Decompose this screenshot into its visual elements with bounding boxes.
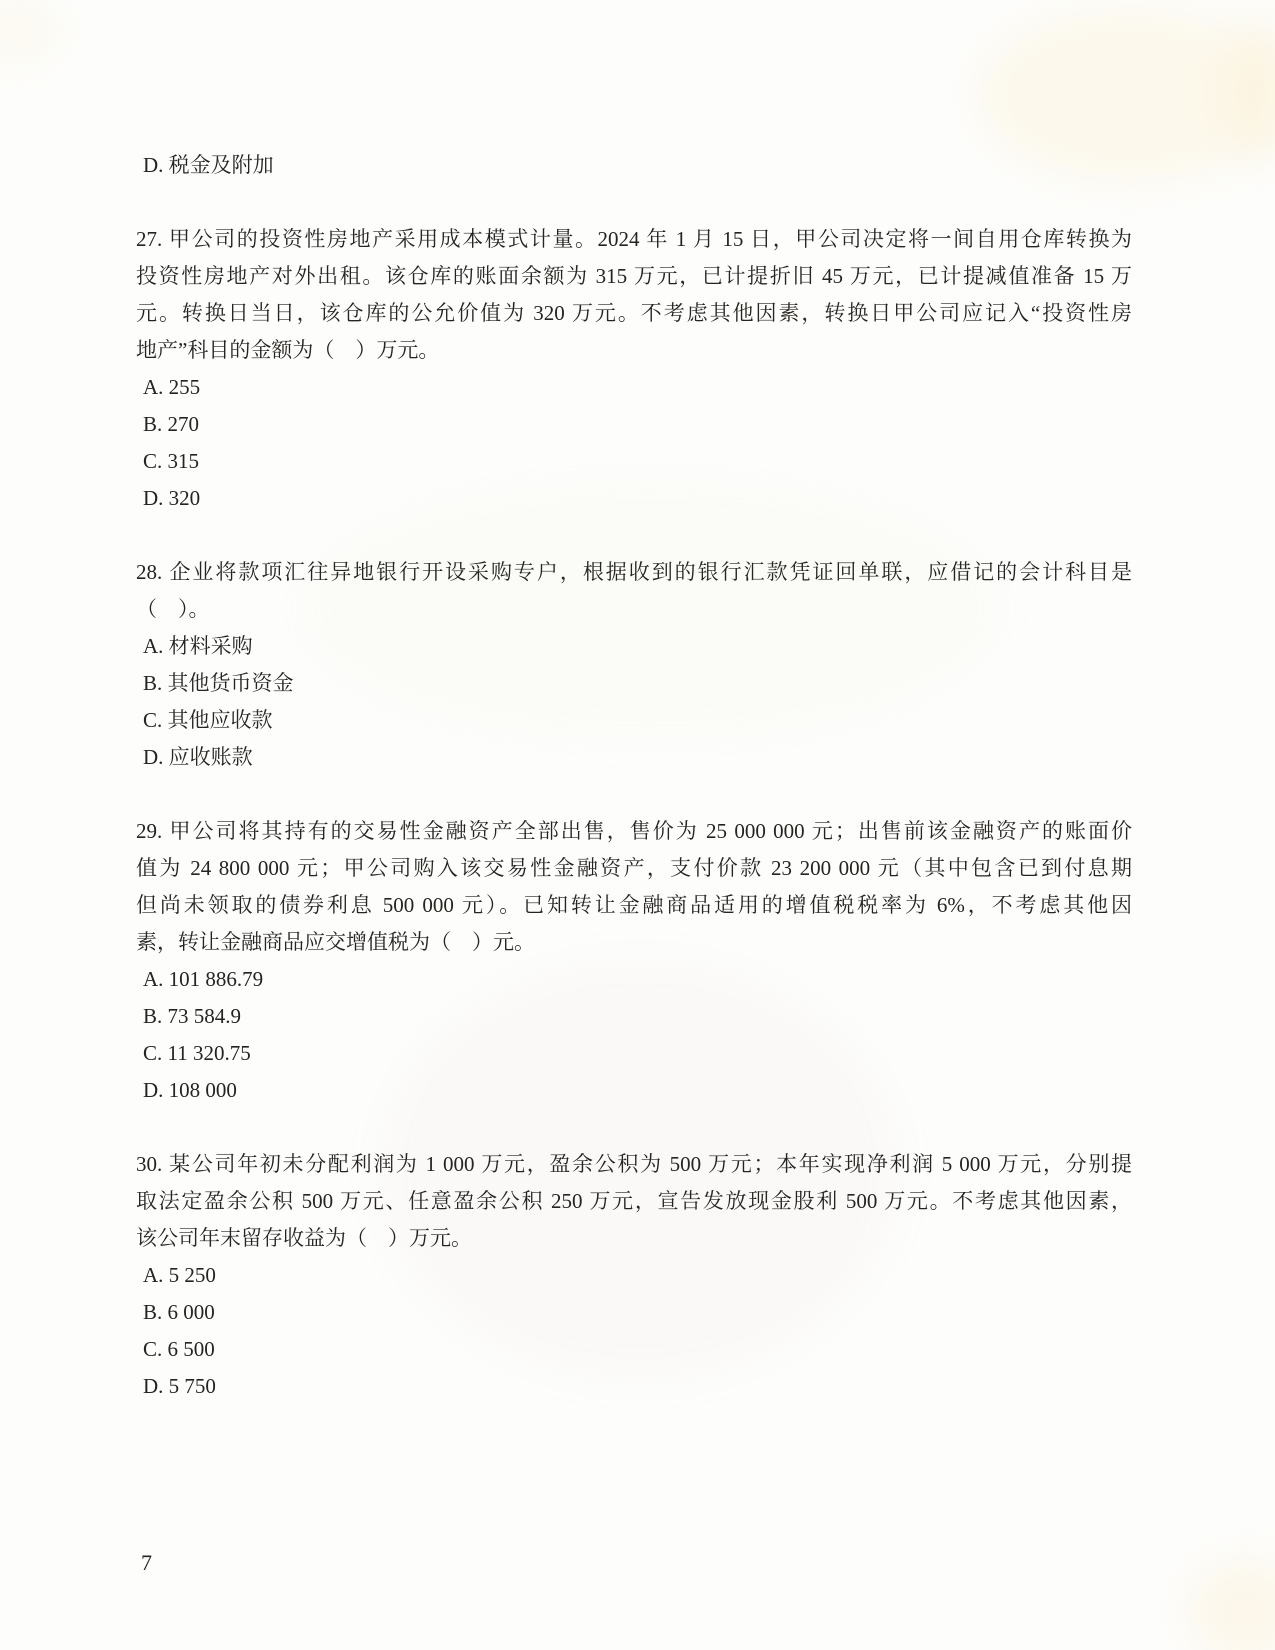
question-30-stem-line: 30. 某公司年初未分配利润为 1 000 万元，盈余公积为 500 万元；本年实现净利润 5 000 万元，分别提 xyxy=(136,1152,1132,1176)
page-content xyxy=(136,147,1132,1405)
question-29 xyxy=(136,813,1132,1109)
question-30 xyxy=(136,1146,1132,1405)
question-27-stem-line: 27. 甲公司的投资性房地产采用成本模式计量。2024 年 1 月 15 日，甲公司决定将一间自用仓库转换为 xyxy=(136,227,1132,251)
page-number: 7 xyxy=(141,1550,152,1575)
question-27-stem-line: 投资性房地产对外出租。该仓库的账面余额为 315 万元，已计提折旧 45 万元，已计提减值准备 15 万 xyxy=(136,264,1132,288)
question-29-option-c: C. 11 320.75 xyxy=(143,1041,251,1065)
question-29-stem-line: 但尚未领取的债券利息 500 000 元）。已知转让金融商品适用的增值税税率为 6%，不考虑其他因 xyxy=(136,893,1132,917)
question-30-option-c: C. 6 500 xyxy=(143,1337,215,1361)
question-27-stem-line: 地产”科目的金额为（ ）万元。 xyxy=(136,338,440,362)
question-28-option-d: D. 应收账款 xyxy=(143,745,253,769)
question-27-option-d: D. 320 xyxy=(143,486,201,510)
question-29-option-a: A. 101 886.79 xyxy=(143,967,264,991)
question-29-option-d: D. 108 000 xyxy=(143,1078,237,1102)
question-27-option-a: A. 255 xyxy=(143,375,201,399)
question-28-stem-line: 28. 企业将款项汇往异地银行开设采购专户，根据收到的银行汇款凭证回单联，应借记的会计科目是 xyxy=(136,560,1132,584)
question-29-stem-line: 值为 24 800 000 元；甲公司购入该交易性金融资产，支付价款 23 200 000 元（其中包含已到付息期 xyxy=(136,856,1132,880)
question-27-stem-line: 元。转换日当日，该仓库的公允价值为 320 万元。不考虑其他因素，转换日甲公司应记入“投资性房 xyxy=(136,301,1132,325)
question-28 xyxy=(136,554,1132,776)
question-30-option-a: A. 5 250 xyxy=(143,1263,216,1287)
scan-stain xyxy=(0,0,55,60)
question-28-stem-line: （ ）。 xyxy=(136,597,210,621)
question-27-option-c: C. 315 xyxy=(143,449,200,473)
question-28-option-b: B. 其他货币资金 xyxy=(143,671,294,695)
question-26-option-d: D. 税金及附加 xyxy=(143,153,274,177)
question-29-stem-line: 29. 甲公司将其持有的交易性金融资产全部出售，售价为 25 000 000 元；出售前该金融资产的账面价 xyxy=(136,819,1132,843)
question-28-option-a: A. 材料采购 xyxy=(143,634,253,658)
question-30-stem-line: 该公司年末留存收益为（ ）万元。 xyxy=(136,1226,472,1250)
question-28-option-c: C. 其他应收款 xyxy=(143,708,273,732)
question-29-option-b: B. 73 584.9 xyxy=(143,1004,242,1028)
scan-stain xyxy=(1225,20,1275,160)
question-27-option-b: B. 270 xyxy=(143,412,200,436)
question-30-stem-line: 取法定盈余公积 500 万元、任意盈余公积 250 万元，宣告发放现金股利 500 万元。不考虑其他因素， xyxy=(136,1189,1132,1213)
question-27 xyxy=(136,221,1132,517)
question-30-option-b: B. 6 000 xyxy=(143,1300,215,1324)
question-29-stem-line: 素，转让金融商品应交增值税为（ ）元。 xyxy=(136,930,535,954)
question-30-option-d: D. 5 750 xyxy=(143,1374,216,1398)
scan-stain xyxy=(1190,1560,1275,1650)
